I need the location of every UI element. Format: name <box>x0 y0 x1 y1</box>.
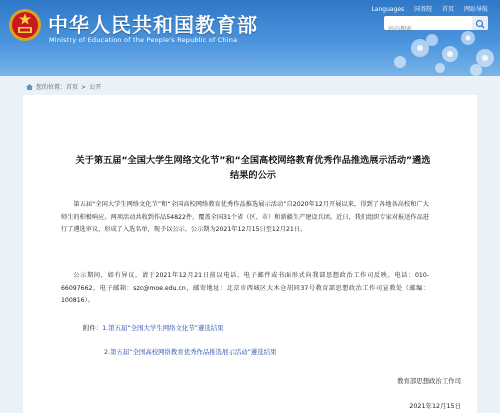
top-link-home[interactable]: 首页 <box>442 6 455 13</box>
article-title: 关于第五届“全国大学生网络文化节”和“全国高校网络教育优秀作品推选展示活动”遴选结果的公示 <box>75 155 431 181</box>
attachment-prefix: 附件： <box>83 324 103 332</box>
article-paragraph-2: 公示期间，如有异议，请于2021年12月21日前以电话、电子邮件或书面形式向我部思想政治工作司反映。电话：010-66097662，电子邮箱：szc@moe.edu.cn，邮寄地址：北京市西城区大木仓胡同37号教育部思想政治工作司宣教处（邮编：100816）。 <box>61 272 429 305</box>
national-emblem-icon <box>8 8 42 42</box>
search-icon[interactable] <box>472 16 488 30</box>
breadcrumb-separator: > <box>81 84 87 91</box>
article-paragraph-1: 第五届“全国大学生网络文化节”和“全国高校网络教育优秀作品推选展示活动”自2020年12月开展以来，得到了各地各高校和广大师生的积极响应。两项活动共收到作品54822件，覆盖全国31个省（区、市）和新疆生产建设兵团。近日，我们组织专家对报送作品进行了遴选审议，形成了入选名单，现予以公示。公示期为2021年12月15日至12月21日。 <box>61 201 429 234</box>
top-link-languages[interactable]: Languages <box>371 6 405 13</box>
attachment-link-2[interactable]: 2.第五届“全国高校网络教育优秀作品推选展示活动”遴选结果 <box>104 348 277 356</box>
breadcrumb-public[interactable]: 公开 <box>89 84 102 91</box>
top-links <box>363 4 488 13</box>
breadcrumb-home[interactable]: 首页 <box>66 84 79 91</box>
top-link-site-nav[interactable]: 网站导航 <box>463 6 488 13</box>
site-header <box>0 0 500 76</box>
attachment-2 <box>104 347 276 356</box>
top-link-state-council[interactable]: 国务院 <box>414 6 433 13</box>
home-icon <box>26 84 33 90</box>
site-title[interactable]: 中华人民共和国教育部 <box>48 13 258 37</box>
breadcrumb <box>26 82 101 91</box>
search-input[interactable] <box>384 23 474 37</box>
breadcrumb-prefix: 您的位置： <box>36 84 67 91</box>
search-box <box>384 16 488 30</box>
article-container <box>23 95 477 413</box>
article-date: 2021年12月15日 <box>409 402 461 410</box>
site-title-english: Ministry of Education of the People's Republic of China <box>49 36 238 44</box>
attachment-1 <box>83 323 224 332</box>
article-signature: 教育部思想政治工作司 <box>397 377 461 385</box>
attachment-link-1[interactable]: 1.第五届“全国大学生网络文化节”遴选结果 <box>102 324 224 332</box>
